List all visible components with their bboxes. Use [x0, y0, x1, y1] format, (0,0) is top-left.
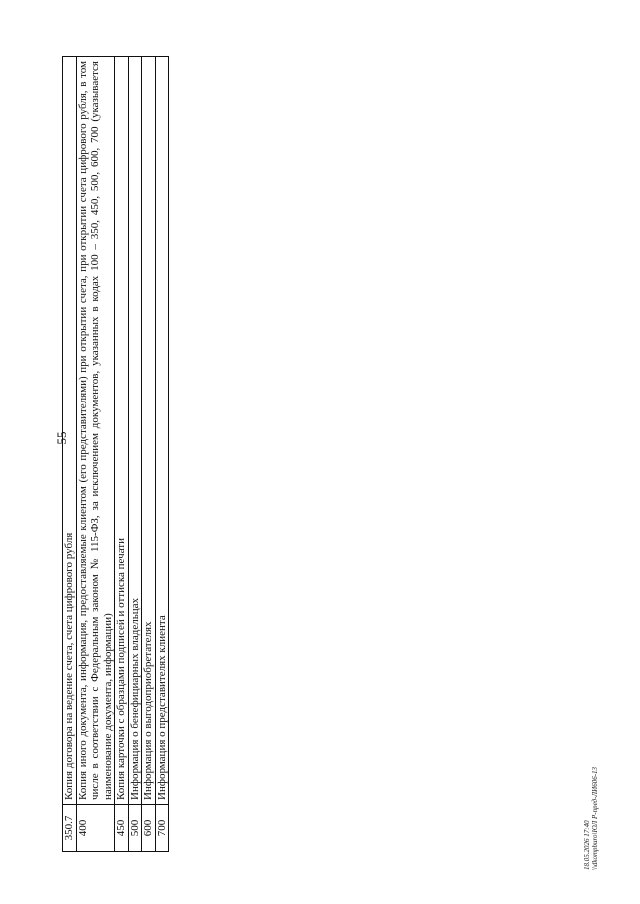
table-row — [142, 57, 156, 852]
table-cell-code: 400 — [76, 805, 115, 852]
table-row — [76, 57, 115, 852]
footer-timestamp: 18.05.2026 17:40 — [583, 820, 591, 870]
table-cell-description: Копия карточки с образцами подписей и оттиска печати — [115, 57, 129, 805]
table-cell-description: Информация о бенефициарных владельцах — [128, 57, 142, 805]
table-cell-description: Информация о выгодоприобретателях — [142, 57, 156, 805]
table-cell-code: 700 — [155, 805, 169, 852]
document-table — [62, 56, 169, 852]
table-cell-description: Информация о представителях клиента — [155, 57, 169, 805]
table-row — [155, 57, 169, 852]
table-row — [63, 57, 77, 852]
document-footer — [583, 720, 599, 870]
table-cell-code: 600 — [142, 805, 156, 852]
table-cell-description: Копия договора на ведение счета, счета цифрового рубля — [63, 57, 77, 805]
page-number: 55 — [54, 431, 69, 445]
table-row — [115, 57, 129, 852]
table-cell-code: 450 — [115, 805, 129, 852]
table-cell-code: 500 — [128, 805, 142, 852]
footer-file-path: \\dkompburo\ЮЛ Р-пред-ЛИ606-13 — [591, 766, 599, 870]
document-table-container — [62, 56, 187, 852]
table-row — [128, 57, 142, 852]
table-cell-description: Копия иного документа, информация, предоставляемые клиентом (его представителями) при открытии счета, при открытии счета цифрового рубля, в том числе в соответствии с Федеральным законом № 115-ФЗ, за исключением документов, указанных в кодах 100 – 350, 450, 500, 600, 700 (указывается наименование документа, информации) — [76, 57, 115, 805]
table-cell-code: 350.7 — [63, 805, 77, 852]
